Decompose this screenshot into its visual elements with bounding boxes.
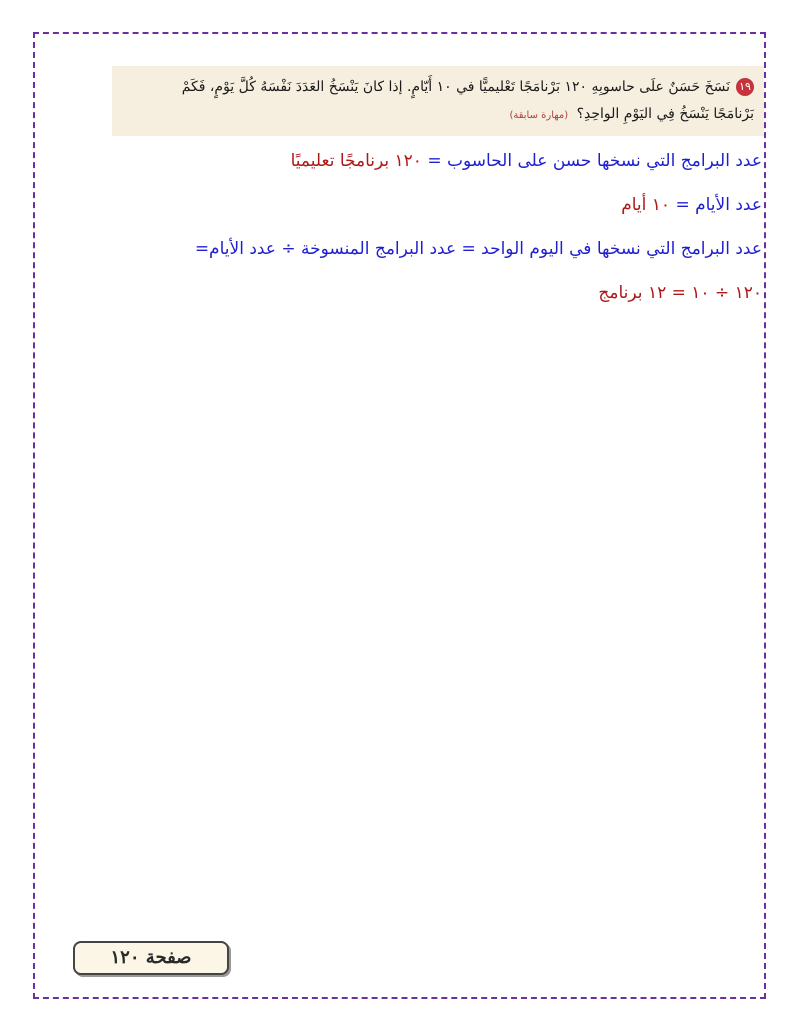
question-number-badge: ١٩: [736, 78, 754, 96]
question-line-2: [122, 101, 754, 129]
answer-line-1-value: ١٢٠ برنامجًا تعليميًا: [290, 151, 422, 171]
question-box: [112, 66, 764, 136]
answer-line-2: [62, 195, 762, 215]
answer-line-1: [62, 151, 762, 171]
answer-line-2-label: عدد الأيام =: [675, 195, 762, 215]
page-border: [33, 32, 766, 999]
question-text-line-1: نَسَخَ حَسَنٌ علَى حاسوبِهِ ١٢٠ بَرْنامَجًا تَعْليميًّا في ١٠ أَيّامٍ. إذا كانَ يَنْسَخُ العَدَدَ نَفْسَهُ كُلَّ يَوْمٍ، فَكَمْ: [181, 79, 730, 95]
question-text-line-2: بَرْنامَجًا يَنْسَخُ فِي اليَوْمِ الواحِدِ؟: [576, 106, 754, 122]
page-number-label: صفحة ١٢٠: [73, 941, 229, 975]
skill-tag: (مهارة سابقة): [509, 110, 569, 121]
answer-line-4: ١٢٠ ÷ ١٠ = ١٢ برنامج: [598, 283, 762, 303]
answer-line-1-label: عدد البرامج التي نسخها حسن على الحاسوب =: [427, 151, 762, 171]
answer-line-3: عدد البرامج التي نسخها في اليوم الواحد = عدد البرامج المنسوخة ÷ عدد الأيام=: [194, 239, 762, 259]
question-line-1: [122, 74, 754, 101]
answer-line-2-value: ١٠ أيام: [621, 195, 671, 215]
